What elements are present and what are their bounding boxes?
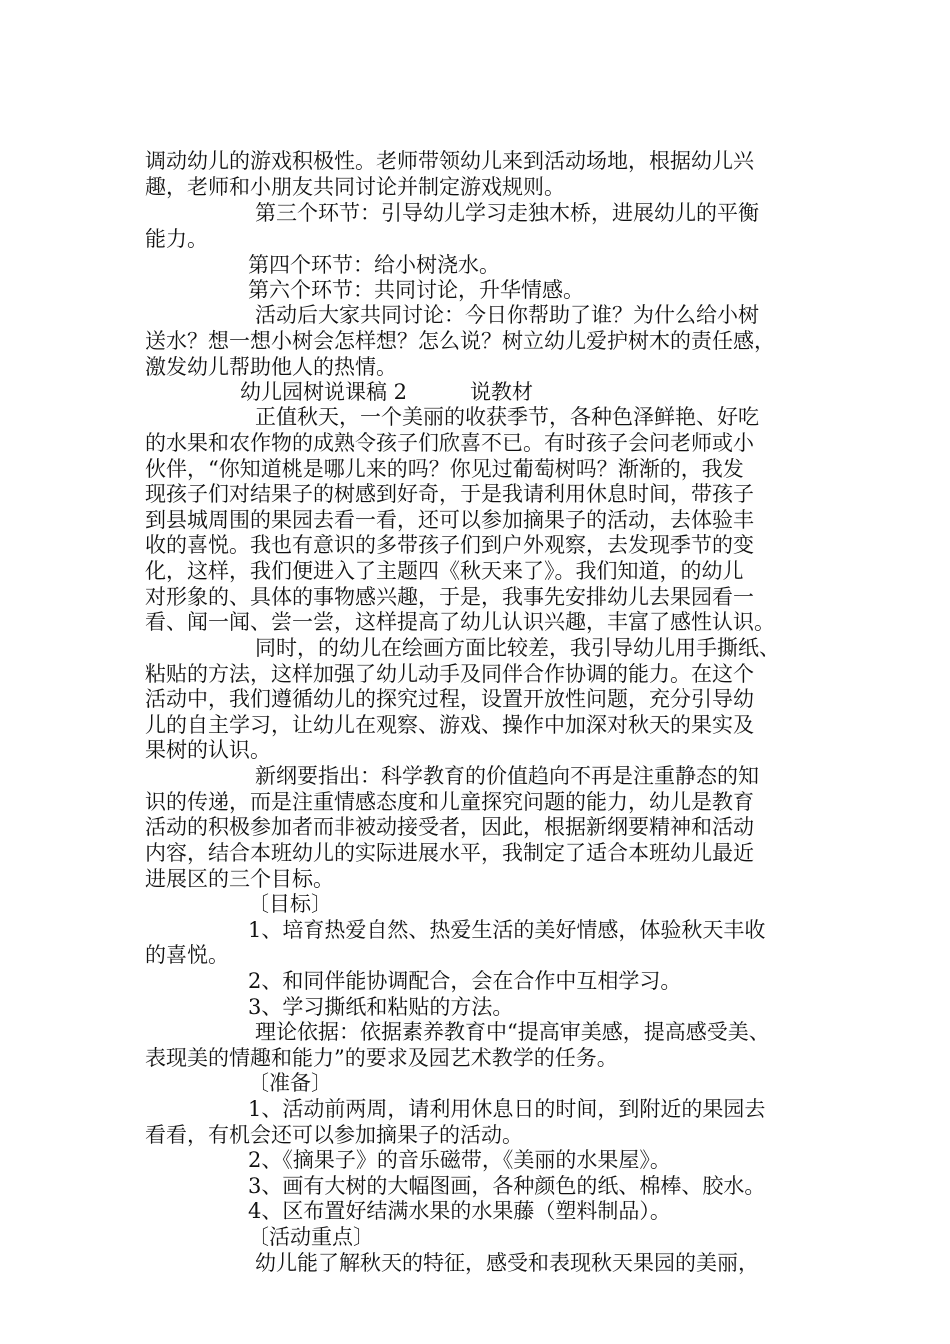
text-line: 幼儿能了解秋天的特征，感受和表现秋天果园的美丽，: [255, 1251, 759, 1275]
text-line: 对形象的、具体的事物感兴趣，于是，我事先安排幼儿去果园看一: [145, 585, 754, 609]
text-line: 同时，的幼儿在绘画方面比较差，我引导幼儿用手撕纸、: [255, 636, 780, 660]
text-line: 调动幼儿的游戏积极性。老师带领幼儿来到活动场地，根据幼儿兴: [145, 149, 754, 173]
text-line: 趣，老师和小朋友共同讨论并制定游戏规则。: [145, 175, 565, 199]
text-line: 化，这样，我们便进入了主题四《秋天来了》。我们知道，的幼儿: [145, 559, 744, 583]
text-line: 正值秋天，一个美丽的收获季节，各种色泽鲜艳、好吃: [255, 405, 759, 429]
text-line: 第四个环节：给小树浇水。: [248, 253, 500, 277]
text-line: 第三个环节：引导幼儿学习走独木桥，进展幼儿的平衡: [255, 201, 759, 225]
text-line: 收的喜悦。我也有意识的多带孩子们到户外观察，去发现季节的变: [145, 533, 754, 557]
text-line: 伙伴，“你知道桃是哪儿来的吗？你见过葡萄树吗？渐渐的，我发: [145, 457, 744, 481]
section-heading: 〔活动重点〕: [248, 1225, 374, 1249]
text-line: 识的传递，而是注重情感态度和儿童探究问题的能力，幼儿是教育: [145, 790, 754, 814]
section-heading: 幼儿园树说课稿 2 说教材: [240, 380, 534, 404]
text-line: 内容，结合本班幼儿的实际进展水平，我制定了适合本班幼儿最近: [145, 841, 754, 865]
text-line: 表现美的情趣和能力”的要求及园艺术教学的任务。: [145, 1046, 618, 1070]
text-line: 送水？想一想小树会怎样想？怎么说？树立幼儿爱护树木的责任感，: [145, 329, 775, 353]
text-line: 新纲要指出：科学教育的价值趋向不再是注重静态的知: [255, 764, 759, 788]
text-line: 2、《摘果子》的音乐磁带，《美丽的水果屋》。: [248, 1148, 671, 1172]
text-line: 的喜悦。: [145, 943, 229, 967]
text-line: 进展区的三个目标。: [145, 867, 334, 891]
text-line: 3、学习撕纸和粘贴的方法。: [248, 995, 514, 1019]
section-heading: 〔准备〕: [248, 1071, 332, 1095]
text-line: 3、画有大树的大幅图画，各种颜色的纸、棉棒、胶水。: [248, 1174, 766, 1198]
text-line: 儿的自主学习，让幼儿在观察、游戏、操作中加深对秋天的果实及: [145, 713, 754, 737]
text-line: 看、闻一闻、尝一尝，这样提高了幼儿认识兴趣，丰富了感性认识。: [145, 610, 775, 634]
text-line: 活动中，我们遵循幼儿的探究过程，设置开放性问题，充分引导幼: [145, 687, 754, 711]
text-line: 1、培育热爱自然、热爱生活的美好情感，体验秋天丰收: [248, 918, 766, 942]
section-heading: 〔目标〕: [248, 892, 332, 916]
text-line: 果树的认识。: [145, 738, 271, 762]
text-line: 活动的积极参加者而非被动接受者，因此，根据新纲要精神和活动: [145, 815, 754, 839]
text-line: 能力。: [145, 227, 208, 251]
text-line: 现孩子们对结果子的树感到好奇，于是我请利用休息时间，带孩子: [145, 482, 754, 506]
text-line: 1、活动前两周，请利用休息日的时间，到附近的果园去: [248, 1097, 766, 1121]
text-line: 活动后大家共同讨论：今日你帮助了谁？为什么给小树: [255, 303, 759, 327]
text-line: 的水果和农作物的成熟令孩子们欣喜不已。有时孩子会问老师或小: [145, 431, 754, 455]
text-line: 激发幼儿帮助他人的热情。: [145, 355, 397, 379]
text-line: 4、区布置好结满水果的水果藤（塑料制品）。: [248, 1199, 671, 1223]
text-line: 2、和同伴能协调配合，会在合作中互相学习。: [248, 969, 682, 993]
text-line: 到县城周围的果园去看一看，还可以参加摘果子的活动，去体验丰: [145, 508, 754, 532]
text-line: 粘贴的方法，这样加强了幼儿动手及同伴合作协调的能力。在这个: [145, 662, 754, 686]
text-line: 第六个环节：共同讨论，升华情感。: [248, 278, 584, 302]
text-line: 理论依据：依据素养教育中“提高审美感，提高感受美、: [255, 1020, 770, 1044]
text-line: 看看，有机会还可以参加摘果子的活动。: [145, 1123, 523, 1147]
